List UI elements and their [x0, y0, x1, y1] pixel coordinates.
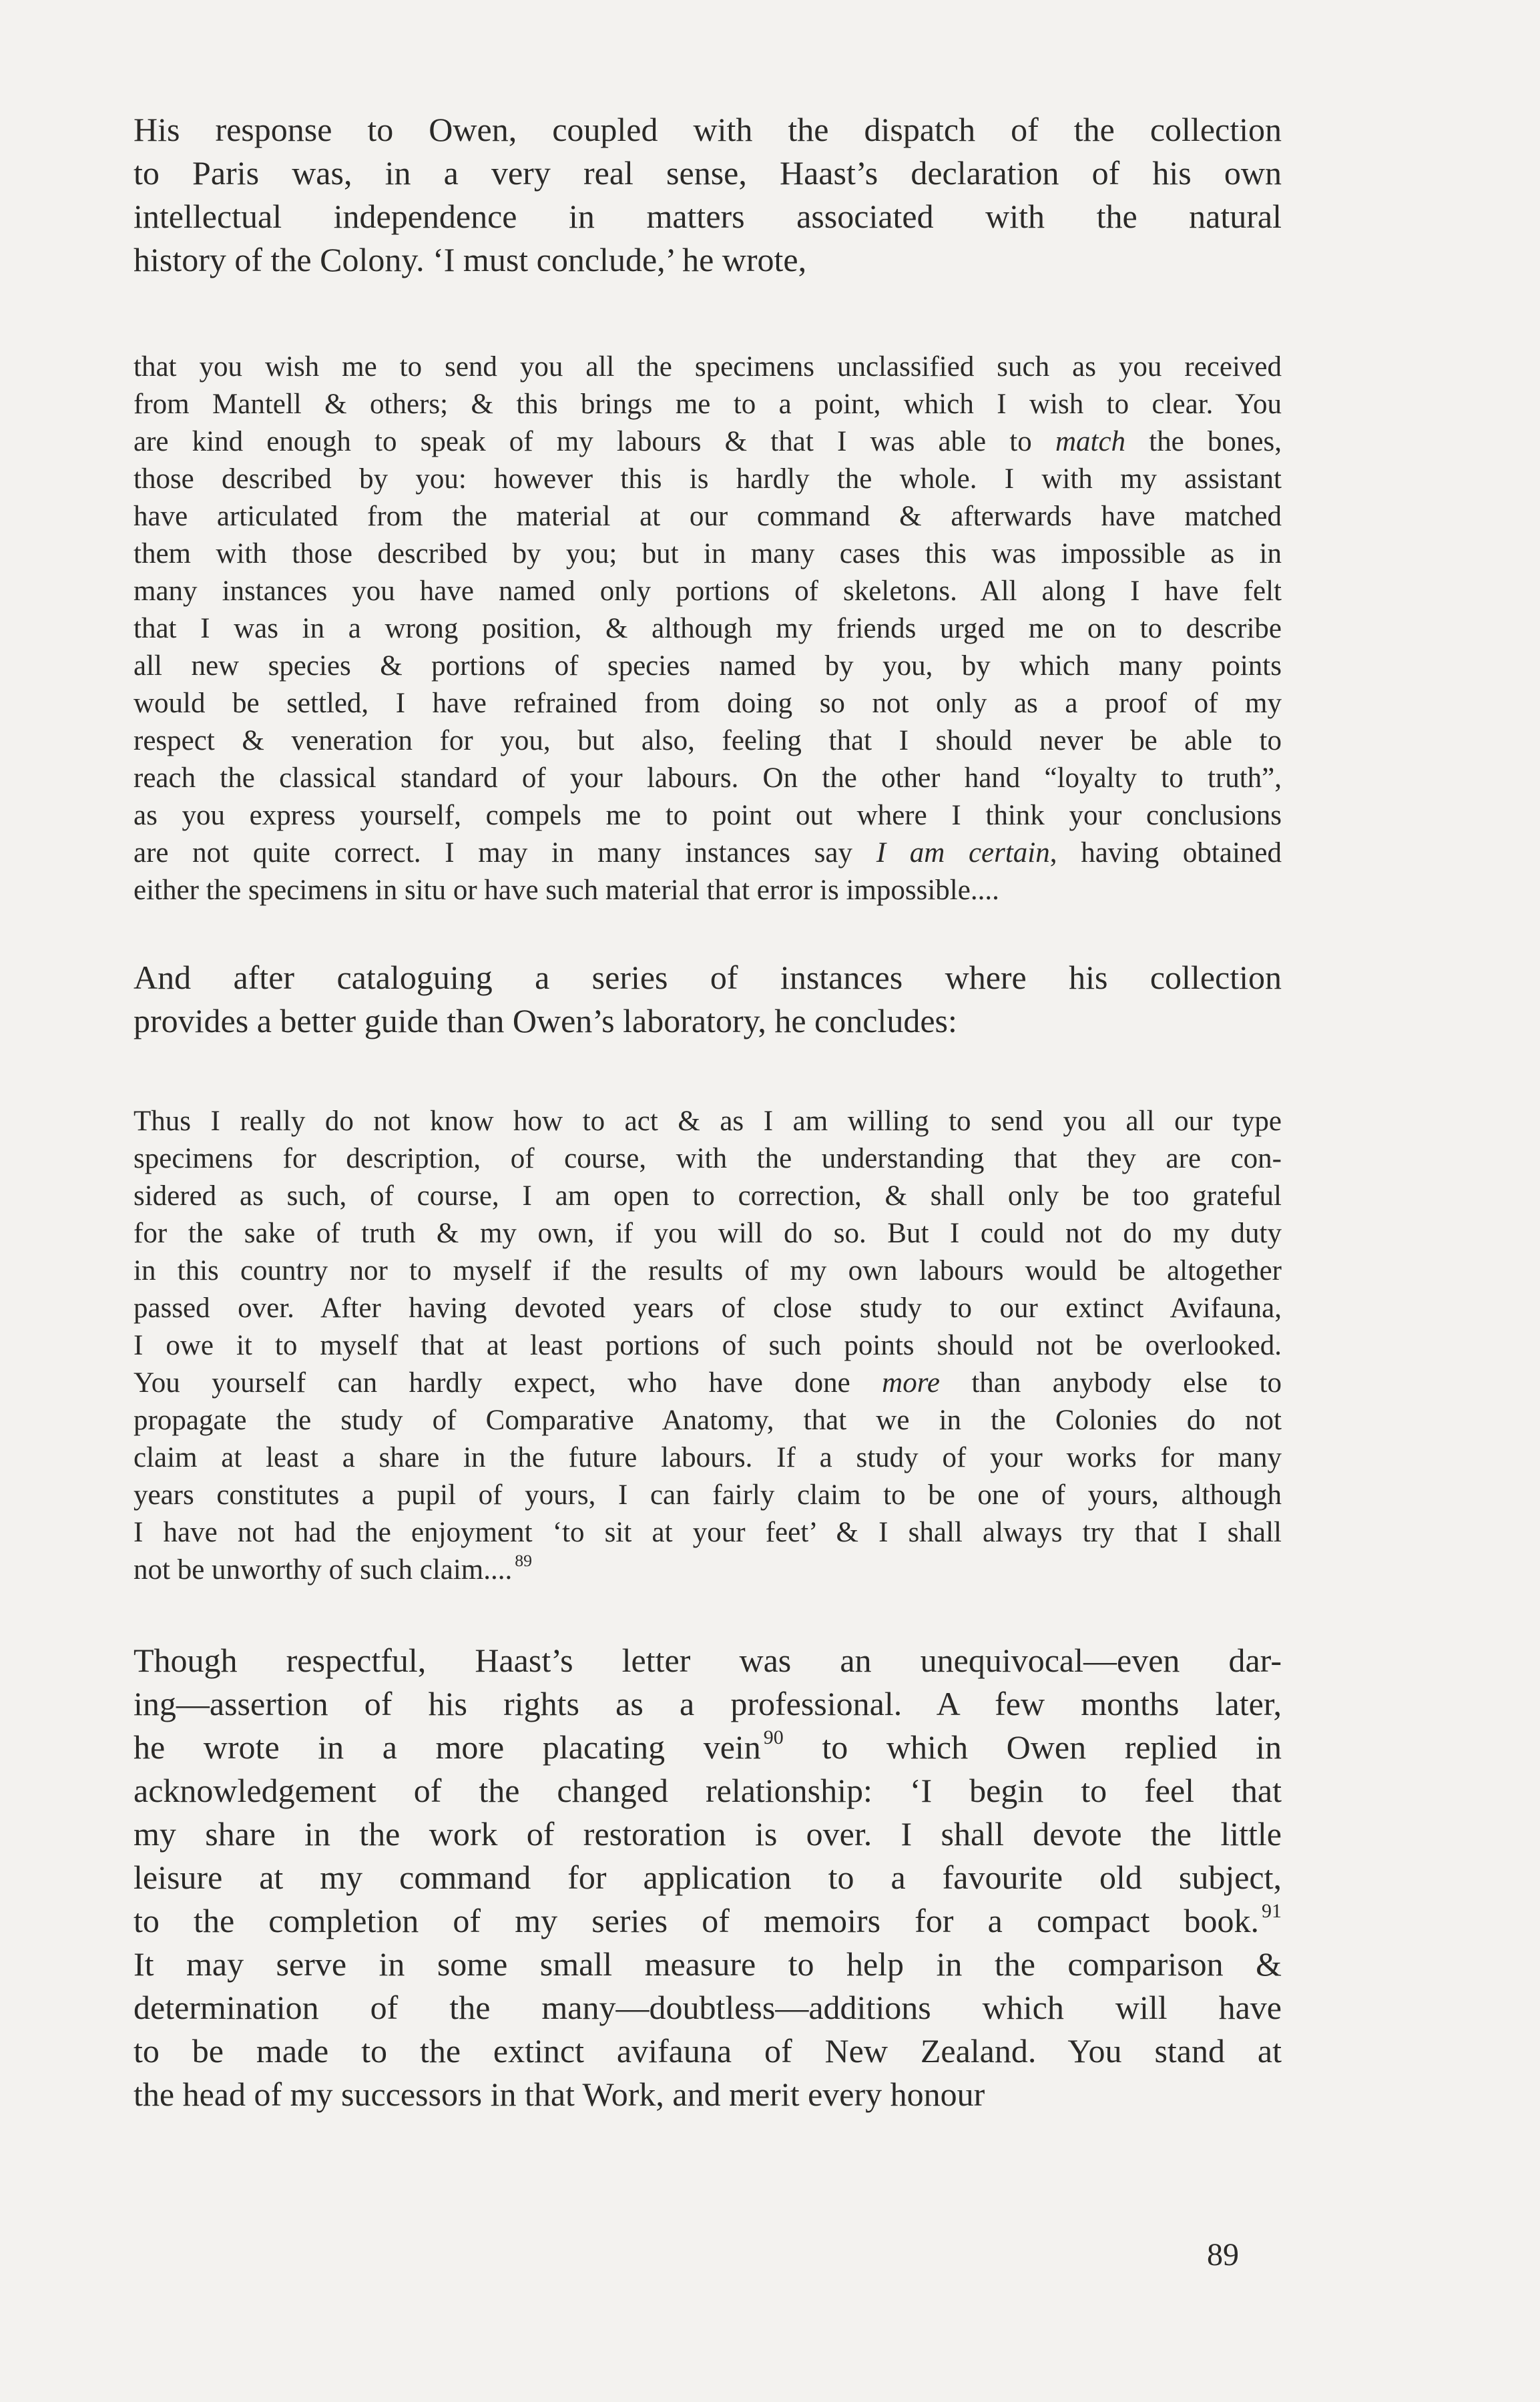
text-line [134, 1140, 1282, 1178]
block-quote-haast-letter-1 [134, 348, 1282, 909]
text-line [134, 152, 1282, 195]
text-segment: It may serve in some small measure to help in the comparison & [134, 1945, 1282, 1983]
text-segment: all new species & portions of species named by you, by which many points [134, 650, 1282, 682]
text-segment: are not quite correct. I may in many instances say [134, 837, 876, 869]
text-segment: history of the Colony. ‘I must conclude,’ he wrote, [134, 241, 807, 278]
text-line [134, 1986, 1282, 2029]
text-line [134, 1639, 1282, 1682]
text-line [134, 2029, 1282, 2073]
page-number: 89 [1207, 2237, 1239, 2272]
text-line [134, 1899, 1282, 1943]
text-segment: Though respectful, Haast’s letter was an unequivocal—even dar- [134, 1642, 1282, 1679]
text-segment: passed over. After having devoted years of close study to our extinct Avifauna, [134, 1292, 1282, 1324]
italic-text: I am certain [876, 837, 1050, 869]
text-line [134, 999, 1282, 1043]
text-line [134, 1402, 1282, 1439]
text-segment: those described by you: however this is hardly the whole. I with my assistant [134, 463, 1282, 495]
text-segment: I have not had the enjoyment ‘to sit at your feet’ & I shall always try that I shall [134, 1517, 1282, 1548]
text-line [134, 872, 1282, 909]
text-segment: acknowledgement of the changed relationship: ‘I begin to feel that [134, 1772, 1282, 1809]
paragraph-owen-reply [134, 1639, 1282, 2116]
text-line [134, 498, 1282, 535]
text-segment: that I was in a wrong position, & although my friends urged me on to describe [134, 613, 1282, 644]
text-line [134, 722, 1282, 760]
footnote-ref: 90 [763, 1726, 784, 1748]
text-line [134, 1769, 1282, 1813]
text-line [134, 386, 1282, 423]
text-segment: the head of my successors in that Work, and merit every honour [134, 2076, 985, 2113]
text-line [134, 1551, 1282, 1589]
text-line [134, 1365, 1282, 1402]
text-segment: to the completion of my series of memoirs for a compact book. [134, 1902, 1259, 1939]
text-segment: ing—assertion of his rights as a professional. A few months later, [134, 1685, 1282, 1722]
text-line [134, 1178, 1282, 1215]
text-segment: to which Owen replied in [783, 1728, 1282, 1766]
text-segment: many instances you have named only portions of skeletons. All along I have felt [134, 575, 1282, 607]
text-line [134, 834, 1282, 872]
text-line [134, 685, 1282, 722]
text-segment: , having obtained [1049, 837, 1282, 869]
text-segment: intellectual independence in matters associated with the natural [134, 198, 1282, 235]
text-segment: I owe it to myself that at least portions of such points should not be overlooked. [134, 1330, 1282, 1361]
footnote-ref: 89 [515, 1550, 533, 1570]
text-line [134, 1514, 1282, 1551]
text-segment: And after cataloguing a series of instances where his collection [134, 959, 1282, 996]
text-line [134, 1726, 1282, 1769]
text-segment: that you wish me to send you all the specimens unclassified such as you received [134, 351, 1282, 383]
text-line [134, 956, 1282, 999]
text-line [134, 1215, 1282, 1252]
text-segment: provides a better guide than Owen’s laboratory, he concludes: [134, 1002, 957, 1039]
text-segment: specimens for description, of course, with the understanding that they are con- [134, 1143, 1282, 1174]
text-segment: propagate the study of Comparative Anatomy, that we in the Colonies do not [134, 1405, 1282, 1436]
text-segment: are kind enough to speak of my labours & that I was able to [134, 426, 1055, 457]
text-line [134, 535, 1282, 573]
text-segment: my share in the work of restoration is over. I shall devote the little [134, 1815, 1282, 1853]
text-line [134, 238, 1282, 282]
text-segment: You yourself can hardly expect, who have done [134, 1367, 882, 1399]
text-segment: claim at least a share in the future labours. If a study of your works for many [134, 1442, 1282, 1473]
text-segment: years constitutes a pupil of yours, I can fairly claim to be one of yours, although [134, 1479, 1282, 1511]
text-line [134, 1682, 1282, 1726]
text-line [134, 1252, 1282, 1290]
text-segment: either the specimens in situ or have such material that error is impossible.... [134, 875, 999, 906]
text-segment: to be made to the extinct avifauna of New Zealand. You stand at [134, 2032, 1282, 2070]
text-segment: in this country nor to myself if the results of my own labours would be altogether [134, 1255, 1282, 1286]
text-line [134, 195, 1282, 238]
text-line [134, 573, 1282, 610]
text-line [134, 2073, 1282, 2116]
text-segment: would be settled, I have refrained from doing so not only as a proof of my [134, 688, 1282, 719]
text-segment: to Paris was, in a very real sense, Haast’s declaration of his own [134, 154, 1282, 192]
text-segment: from Mantell & others; & this brings me to a point, which I wish to clear. You [134, 389, 1282, 420]
text-segment: them with those described by you; but in many cases this was impossible as in [134, 538, 1282, 569]
text-line [134, 1813, 1282, 1856]
text-line [134, 461, 1282, 498]
text-line [134, 648, 1282, 685]
text-line [134, 1290, 1282, 1327]
text-line [134, 1327, 1282, 1365]
text-segment: not be unworthy of such claim.... [134, 1554, 513, 1586]
text-line [134, 423, 1282, 461]
text-segment: have articulated from the material at our command & afterwards have matched [134, 501, 1282, 532]
text-line [134, 1439, 1282, 1477]
text-segment: Thus I really do not know how to act & as I am willing to send you all our type [134, 1106, 1282, 1137]
paragraph-haast-response [134, 108, 1282, 282]
italic-text: match [1055, 426, 1126, 457]
text-segment: as you express yourself, compels me to point out where I think your conclusions [134, 800, 1282, 831]
paragraph-cataloguing [134, 956, 1282, 1043]
text-line [134, 760, 1282, 797]
text-segment: than anybody else to [939, 1367, 1282, 1399]
text-segment: he wrote in a more placating vein [134, 1728, 761, 1766]
text-line [134, 610, 1282, 648]
text-line [134, 797, 1282, 834]
text-segment: for the sake of truth & my own, if you will do so. But I could not do my duty [134, 1218, 1282, 1249]
block-quote-haast-letter-2 [134, 1103, 1282, 1589]
text-line [134, 1103, 1282, 1140]
text-segment: respect & veneration for you, but also, feeling that I should never be able to [134, 725, 1282, 756]
text-line [134, 1943, 1282, 1986]
text-segment: reach the classical standard of your labours. On the other hand “loyalty to truth”, [134, 762, 1282, 794]
text-segment: leisure at my command for application to a favourite old subject, [134, 1859, 1282, 1896]
text-segment: His response to Owen, coupled with the dispatch of the collection [134, 111, 1282, 148]
footnote-ref: 91 [1262, 1899, 1282, 1922]
italic-text: more [882, 1367, 940, 1399]
text-segment: determination of the many—doubtless—additions which will have [134, 1989, 1282, 2026]
text-line [134, 1477, 1282, 1514]
text-line [134, 1856, 1282, 1899]
text-segment: sidered as such, of course, I am open to correction, & shall only be too grateful [134, 1180, 1282, 1212]
text-segment: the bones, [1125, 426, 1282, 457]
text-line [134, 348, 1282, 386]
text-line [134, 108, 1282, 152]
